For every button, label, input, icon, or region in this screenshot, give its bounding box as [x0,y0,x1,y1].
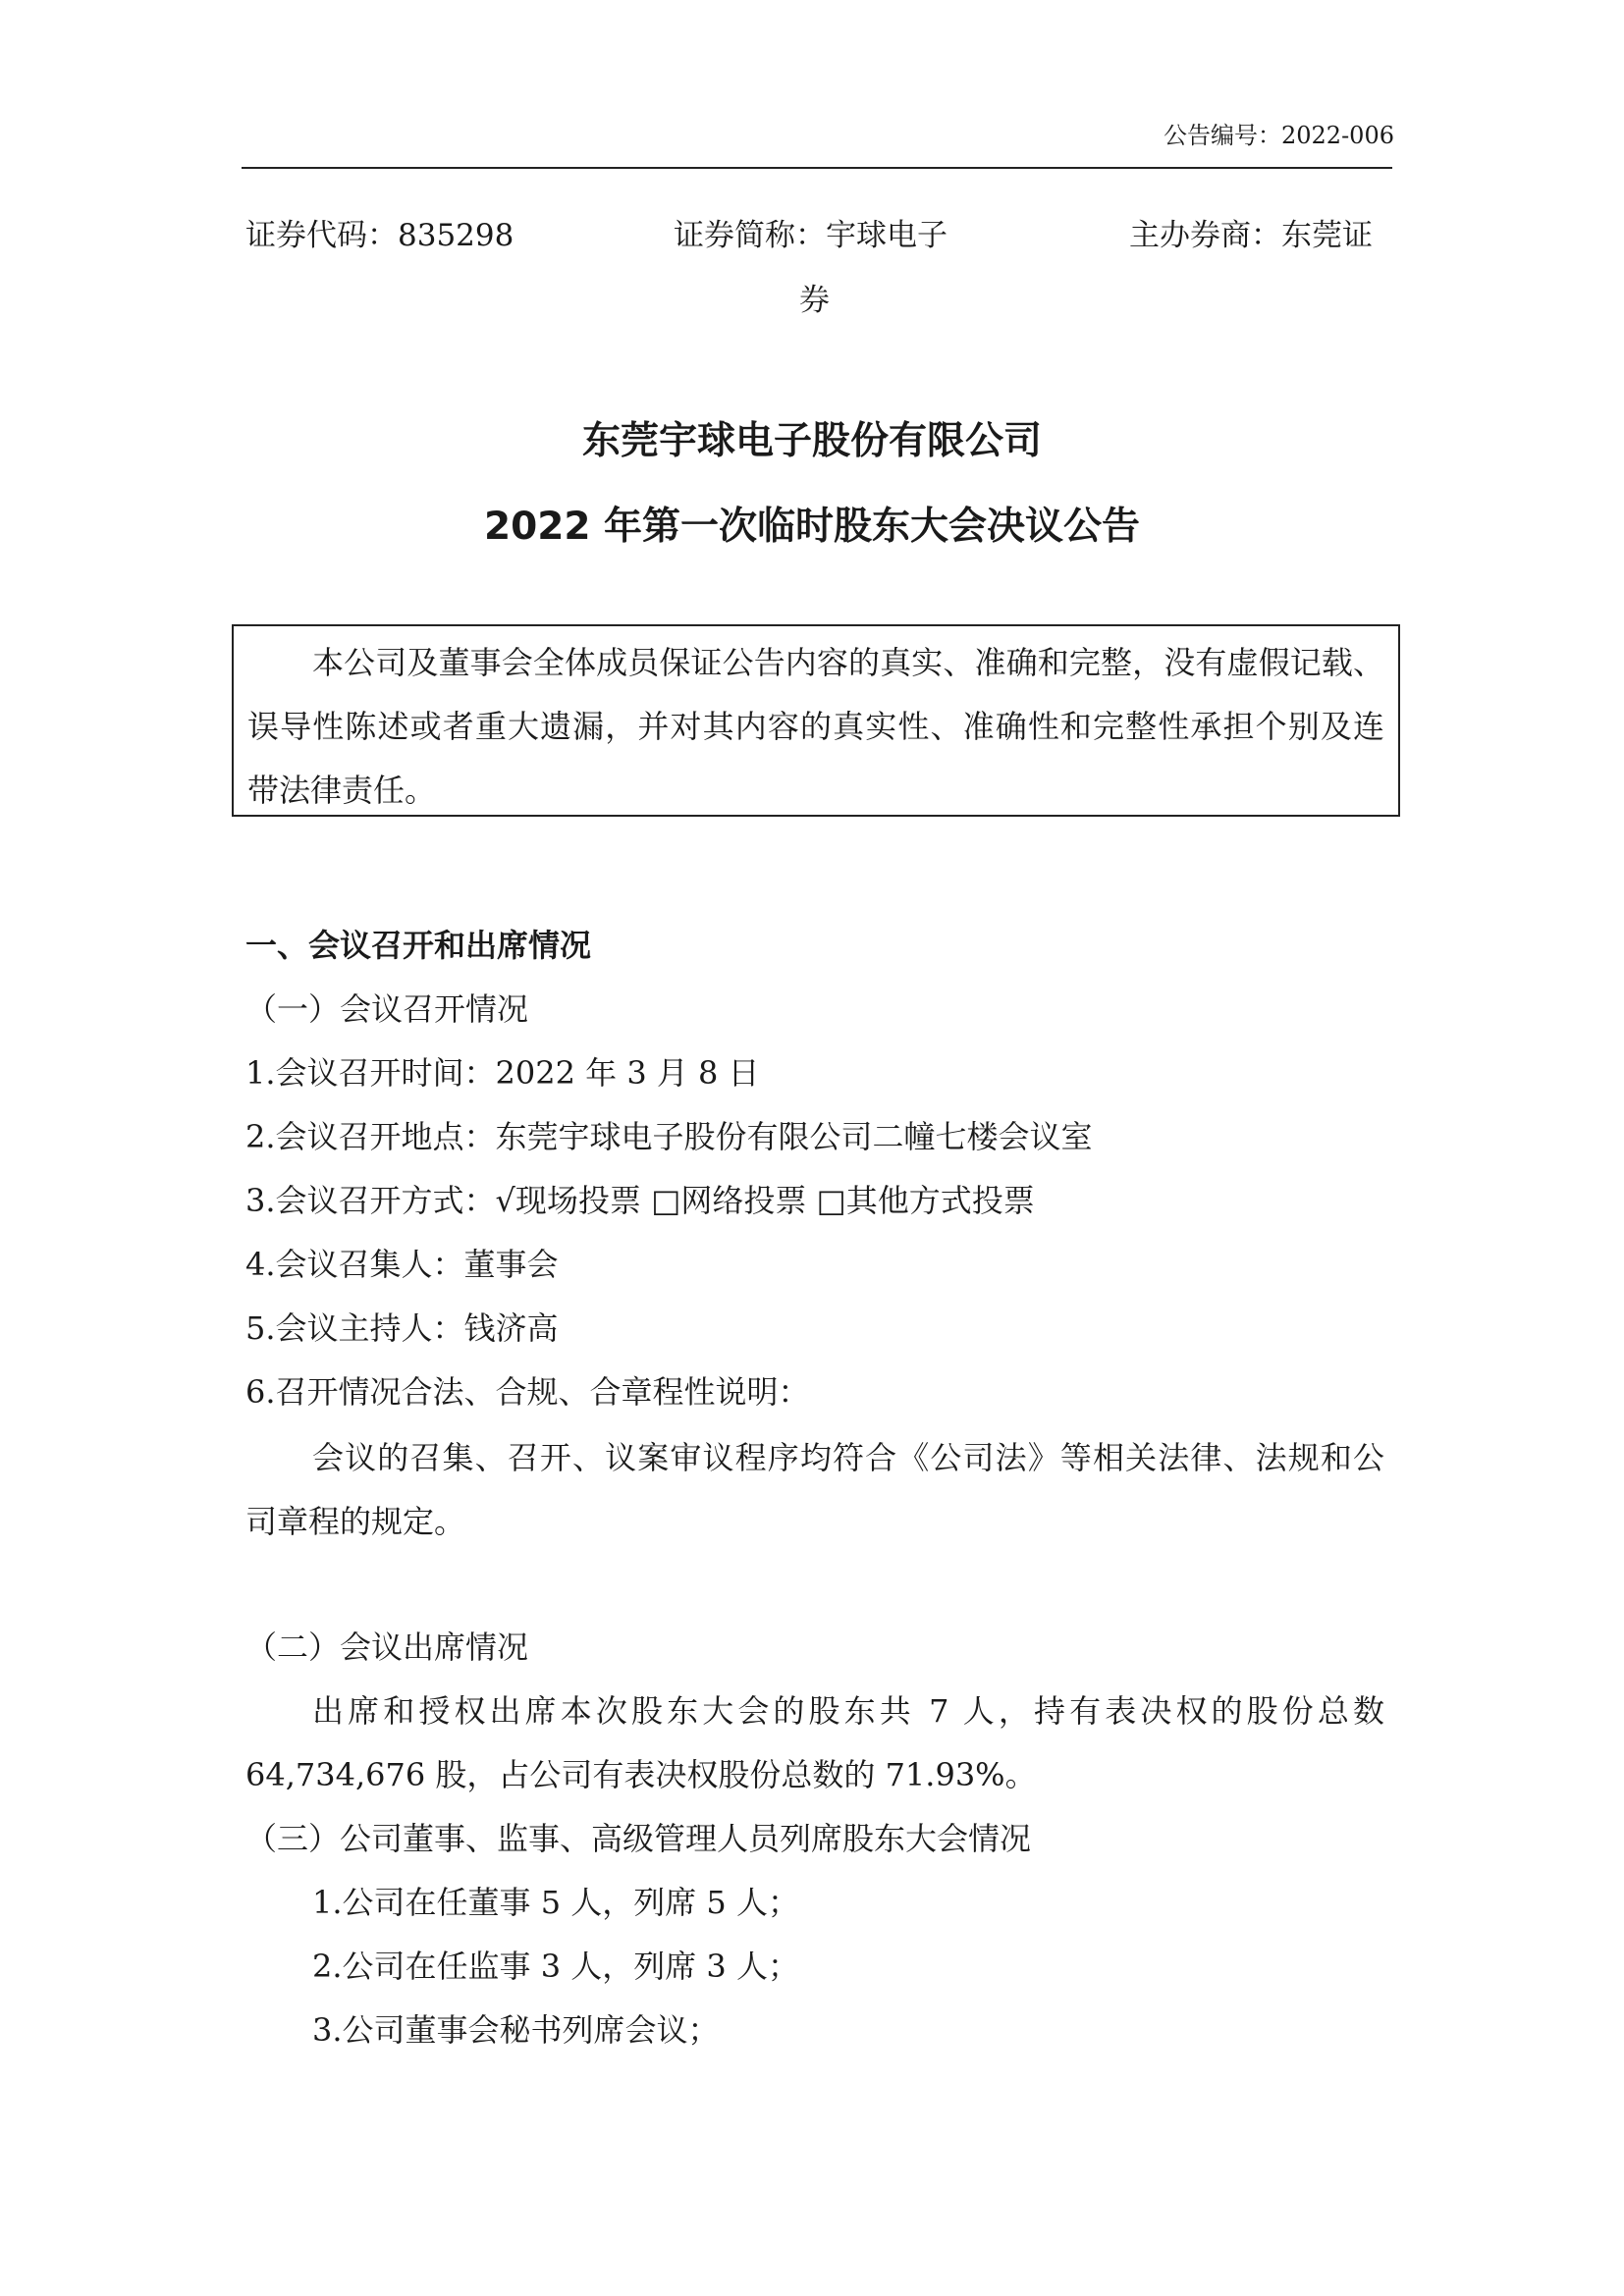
attendance-line-1: 出席和授权出席本次股东大会的股东共 7 人，持有表决权的股份总数 [312,1692,1384,1730]
legality-text-line-1: 会议的召集、召开、议案审议程序均符合《公司法》等相关法律、法规和公 [312,1439,1384,1476]
subsection-heading-3: （三）公司董事、监事、高级管理人员列席股东大会情况 [245,1820,1032,1857]
sponsor-broker: 主办券商：东莞证 [1129,218,1373,253]
meeting-time: 1.会议召开时间：2022 年 3 月 8 日 [245,1054,760,1092]
meeting-host: 5.会议主持人：钱济高 [245,1309,559,1347]
meeting-location: 2.会议召开地点：东莞宇球电子股份有限公司二幢七楼会议室 [245,1118,1093,1155]
meeting-convener: 4.会议召集人：董事会 [245,1246,559,1283]
announcement-number: 公告编号：2022-006 [1164,122,1394,149]
header-rule [242,167,1392,169]
secretary-attendance: 3.公司董事会秘书列席会议； [312,2011,720,2049]
legality-heading: 6.召开情况合法、合规、合章程性说明： [245,1373,810,1411]
subsection-heading-2: （二）会议出席情况 [245,1629,529,1666]
securities-code: 证券代码：835298 [245,218,514,253]
meeting-method: 3.会议召开方式：√现场投票 □网络投票 □其他方式投票 [245,1182,1035,1219]
section-heading: 一、会议召开和出席情况 [245,927,592,964]
supervisors-attendance: 2.公司在任监事 3 人，列席 3 人； [312,1948,799,1985]
notice-line-2: 误导性陈述或者重大遗漏，并对其内容的真实性、准确性和完整性承担个别及连 [247,708,1384,745]
attendance-line-2: 64,734,676 股，占公司有表决权股份总数的 71.93%。 [245,1756,1037,1793]
notice-line-1: 本公司及董事会全体成员保证公告内容的真实、准确和完整，没有虚假记载、 [312,644,1384,681]
securities-short-name: 证券简称：宇球电子 [674,218,947,253]
document-title: 2022 年第一次临时股东大会决议公告 [483,505,1141,549]
legality-text-line-2: 司章程的规定。 [245,1503,466,1540]
subsection-heading-1: （一）会议召开情况 [245,990,529,1028]
company-title: 东莞宇球电子股份有限公司 [581,419,1042,463]
sponsor-broker-continued: 券 [799,283,830,318]
notice-line-3: 带法律责任。 [247,772,437,809]
directors-attendance: 1.公司在任董事 5 人，列席 5 人； [312,1884,799,1921]
